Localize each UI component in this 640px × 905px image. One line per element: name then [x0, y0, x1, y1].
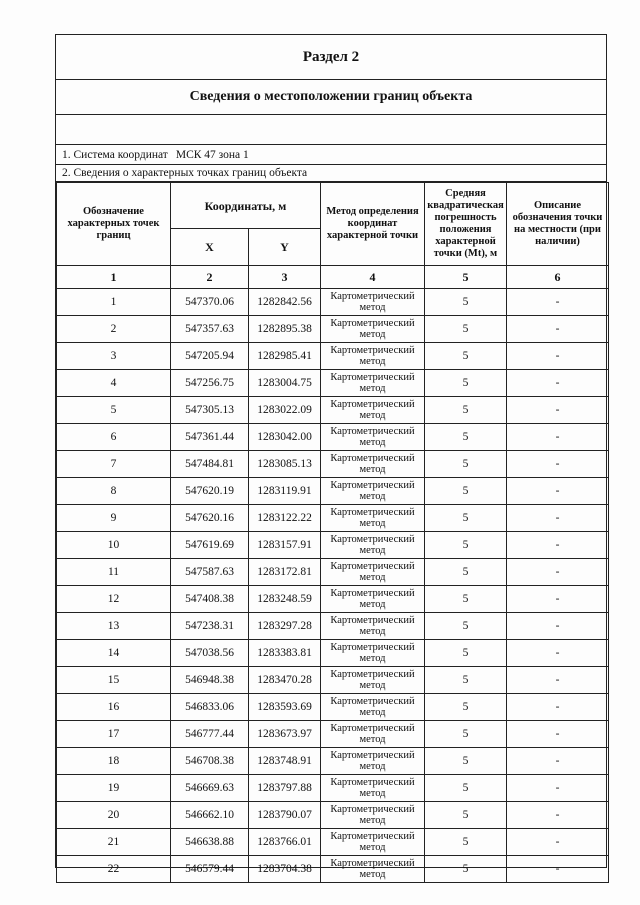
cell-description: -	[507, 613, 609, 640]
cell-coord-y: 1283748.91	[249, 748, 321, 775]
table-row	[57, 694, 609, 721]
cell-method: Картометрический метод	[321, 370, 425, 397]
cell-error-mt: 5	[425, 370, 507, 397]
header-error: Средняя квадратическая погрешность положения характерной точки (Mt), м	[425, 183, 507, 266]
cell-point-number: 5	[57, 397, 171, 424]
table-row	[57, 559, 609, 586]
column-number: 2	[171, 266, 249, 289]
cell-point-number: 2	[57, 316, 171, 343]
header-method: Метод определения координат характерной точки	[321, 183, 425, 266]
cell-point-number: 21	[57, 829, 171, 856]
document-page	[55, 34, 607, 880]
cell-description: -	[507, 721, 609, 748]
cell-error-mt: 5	[425, 856, 507, 883]
coordinate-system-line	[56, 145, 606, 165]
cell-method: Картометрический метод	[321, 397, 425, 424]
cell-coord-y: 1283593.69	[249, 694, 321, 721]
cell-error-mt: 5	[425, 748, 507, 775]
cell-coord-x: 546638.88	[171, 829, 249, 856]
cell-coord-x: 546579.44	[171, 856, 249, 883]
cell-coord-y: 1283383.81	[249, 640, 321, 667]
table-row	[57, 613, 609, 640]
column-number: 5	[425, 266, 507, 289]
cell-method: Картометрический метод	[321, 721, 425, 748]
cell-error-mt: 5	[425, 775, 507, 802]
cell-coord-y: 1282842.56	[249, 289, 321, 316]
header-description: Описание обозначения точки на местности (при наличии)	[507, 183, 609, 266]
cell-error-mt: 5	[425, 451, 507, 478]
table-row	[57, 856, 609, 883]
table-row	[57, 829, 609, 856]
column-number: 3	[249, 266, 321, 289]
cell-point-number: 16	[57, 694, 171, 721]
cell-method: Картометрический метод	[321, 694, 425, 721]
coordinate-system-value: МСК 47 зона 1	[175, 148, 249, 161]
cell-point-number: 22	[57, 856, 171, 883]
cell-description: -	[507, 451, 609, 478]
cell-error-mt: 5	[425, 289, 507, 316]
table-row	[57, 748, 609, 775]
cell-method: Картометрический метод	[321, 451, 425, 478]
object-title: Сведения о местоположении границ объекта	[56, 80, 606, 115]
cell-error-mt: 5	[425, 343, 507, 370]
cell-coord-y: 1283004.75	[249, 370, 321, 397]
cell-method: Картометрический метод	[321, 478, 425, 505]
cell-error-mt: 5	[425, 829, 507, 856]
cell-description: -	[507, 802, 609, 829]
cell-point-number: 8	[57, 478, 171, 505]
coordinate-system-label: 1. Система координат	[62, 148, 168, 161]
cell-error-mt: 5	[425, 613, 507, 640]
cell-method: Картометрический метод	[321, 640, 425, 667]
cell-point-number: 10	[57, 532, 171, 559]
table-row	[57, 505, 609, 532]
header-designation: Обозначение характерных точек границ	[57, 183, 171, 266]
cell-coord-y: 1283704.38	[249, 856, 321, 883]
cell-point-number: 11	[57, 559, 171, 586]
cell-method: Картометрический метод	[321, 856, 425, 883]
cell-error-mt: 5	[425, 640, 507, 667]
cell-description: -	[507, 424, 609, 451]
cell-error-mt: 5	[425, 505, 507, 532]
cell-description: -	[507, 532, 609, 559]
cell-description: -	[507, 397, 609, 424]
cell-coord-x: 547361.44	[171, 424, 249, 451]
cell-method: Картометрический метод	[321, 775, 425, 802]
cell-coord-y: 1283119.91	[249, 478, 321, 505]
cell-coord-x: 546708.38	[171, 748, 249, 775]
header-y: Y	[249, 229, 321, 266]
cell-method: Картометрический метод	[321, 532, 425, 559]
cell-coord-y: 1283470.28	[249, 667, 321, 694]
cell-method: Картометрический метод	[321, 802, 425, 829]
cell-point-number: 7	[57, 451, 171, 478]
cell-point-number: 6	[57, 424, 171, 451]
cell-coord-x: 547408.38	[171, 586, 249, 613]
column-number: 1	[57, 266, 171, 289]
cell-error-mt: 5	[425, 721, 507, 748]
cell-description: -	[507, 775, 609, 802]
table-row	[57, 640, 609, 667]
points-table	[56, 182, 609, 883]
table-row	[57, 343, 609, 370]
cell-error-mt: 5	[425, 586, 507, 613]
table-row	[57, 289, 609, 316]
table-row	[57, 397, 609, 424]
cell-point-number: 19	[57, 775, 171, 802]
cell-method: Картометрический метод	[321, 559, 425, 586]
table-row	[57, 586, 609, 613]
table-row	[57, 424, 609, 451]
cell-coord-y: 1282895.38	[249, 316, 321, 343]
cell-error-mt: 5	[425, 532, 507, 559]
cell-method: Картометрический метод	[321, 829, 425, 856]
cell-method: Картометрический метод	[321, 613, 425, 640]
cell-coord-y: 1283297.28	[249, 613, 321, 640]
cell-description: -	[507, 856, 609, 883]
cell-error-mt: 5	[425, 559, 507, 586]
cell-coord-x: 547256.75	[171, 370, 249, 397]
cell-description: -	[507, 343, 609, 370]
header-x: X	[171, 229, 249, 266]
cell-coord-x: 547484.81	[171, 451, 249, 478]
cell-description: -	[507, 829, 609, 856]
cell-coord-x: 546777.44	[171, 721, 249, 748]
cell-error-mt: 5	[425, 694, 507, 721]
cell-error-mt: 5	[425, 802, 507, 829]
cell-coord-y: 1283797.88	[249, 775, 321, 802]
cell-point-number: 3	[57, 343, 171, 370]
cell-point-number: 9	[57, 505, 171, 532]
cell-error-mt: 5	[425, 397, 507, 424]
cell-point-number: 13	[57, 613, 171, 640]
cell-method: Картометрический метод	[321, 667, 425, 694]
cell-point-number: 17	[57, 721, 171, 748]
cell-point-number: 20	[57, 802, 171, 829]
cell-coord-y: 1283172.81	[249, 559, 321, 586]
cell-method: Картометрический метод	[321, 505, 425, 532]
cell-description: -	[507, 640, 609, 667]
cell-method: Картометрический метод	[321, 343, 425, 370]
cell-method: Картометрический метод	[321, 424, 425, 451]
cell-description: -	[507, 370, 609, 397]
cell-point-number: 4	[57, 370, 171, 397]
table-row	[57, 721, 609, 748]
cell-coord-x: 547620.16	[171, 505, 249, 532]
cell-coord-x: 547620.19	[171, 478, 249, 505]
header-coordinates: Координаты, м	[171, 183, 321, 229]
cell-coord-y: 1283790.07	[249, 802, 321, 829]
cell-method: Картометрический метод	[321, 316, 425, 343]
cell-description: -	[507, 748, 609, 775]
cell-coord-x: 547357.63	[171, 316, 249, 343]
points-caption: 2. Сведения о характерных точках границ объекта	[56, 165, 606, 182]
cell-description: -	[507, 667, 609, 694]
cell-description: -	[507, 478, 609, 505]
cell-method: Картометрический метод	[321, 586, 425, 613]
cell-coord-x: 547619.69	[171, 532, 249, 559]
cell-point-number: 14	[57, 640, 171, 667]
cell-coord-x: 546669.63	[171, 775, 249, 802]
table-row	[57, 532, 609, 559]
cell-error-mt: 5	[425, 316, 507, 343]
cell-point-number: 1	[57, 289, 171, 316]
cell-point-number: 12	[57, 586, 171, 613]
cell-description: -	[507, 586, 609, 613]
cell-coord-x: 547305.13	[171, 397, 249, 424]
cell-coord-y: 1282985.41	[249, 343, 321, 370]
cell-description: -	[507, 505, 609, 532]
cell-coord-x: 547205.94	[171, 343, 249, 370]
cell-description: -	[507, 694, 609, 721]
cell-description: -	[507, 559, 609, 586]
blank-row	[56, 115, 606, 145]
section-title: Раздел 2	[56, 35, 606, 80]
table-row	[57, 775, 609, 802]
cell-coord-y: 1283248.59	[249, 586, 321, 613]
cell-description: -	[507, 316, 609, 343]
cell-coord-x: 546662.10	[171, 802, 249, 829]
cell-point-number: 18	[57, 748, 171, 775]
cell-point-number: 15	[57, 667, 171, 694]
cell-coord-x: 547370.06	[171, 289, 249, 316]
cell-coord-y: 1283085.13	[249, 451, 321, 478]
column-number: 4	[321, 266, 425, 289]
cell-coord-x: 547238.31	[171, 613, 249, 640]
cell-coord-x: 546948.38	[171, 667, 249, 694]
cell-coord-y: 1283157.91	[249, 532, 321, 559]
cell-coord-y: 1283022.09	[249, 397, 321, 424]
cell-error-mt: 5	[425, 424, 507, 451]
cell-coord-x: 547587.63	[171, 559, 249, 586]
cell-error-mt: 5	[425, 667, 507, 694]
table-row	[57, 478, 609, 505]
cell-method: Картометрический метод	[321, 289, 425, 316]
table-row	[57, 667, 609, 694]
column-numbers-row	[57, 266, 609, 289]
table-row	[57, 802, 609, 829]
cell-coord-x: 546833.06	[171, 694, 249, 721]
cell-coord-y: 1283766.01	[249, 829, 321, 856]
cell-coord-y: 1283673.97	[249, 721, 321, 748]
cell-coord-y: 1283122.22	[249, 505, 321, 532]
table-row	[57, 370, 609, 397]
cell-method: Картометрический метод	[321, 748, 425, 775]
cell-coord-x: 547038.56	[171, 640, 249, 667]
cell-description: -	[507, 289, 609, 316]
table-row	[57, 316, 609, 343]
cell-coord-y: 1283042.00	[249, 424, 321, 451]
column-number: 6	[507, 266, 609, 289]
points-table-body	[57, 289, 609, 883]
table-row	[57, 451, 609, 478]
cell-error-mt: 5	[425, 478, 507, 505]
